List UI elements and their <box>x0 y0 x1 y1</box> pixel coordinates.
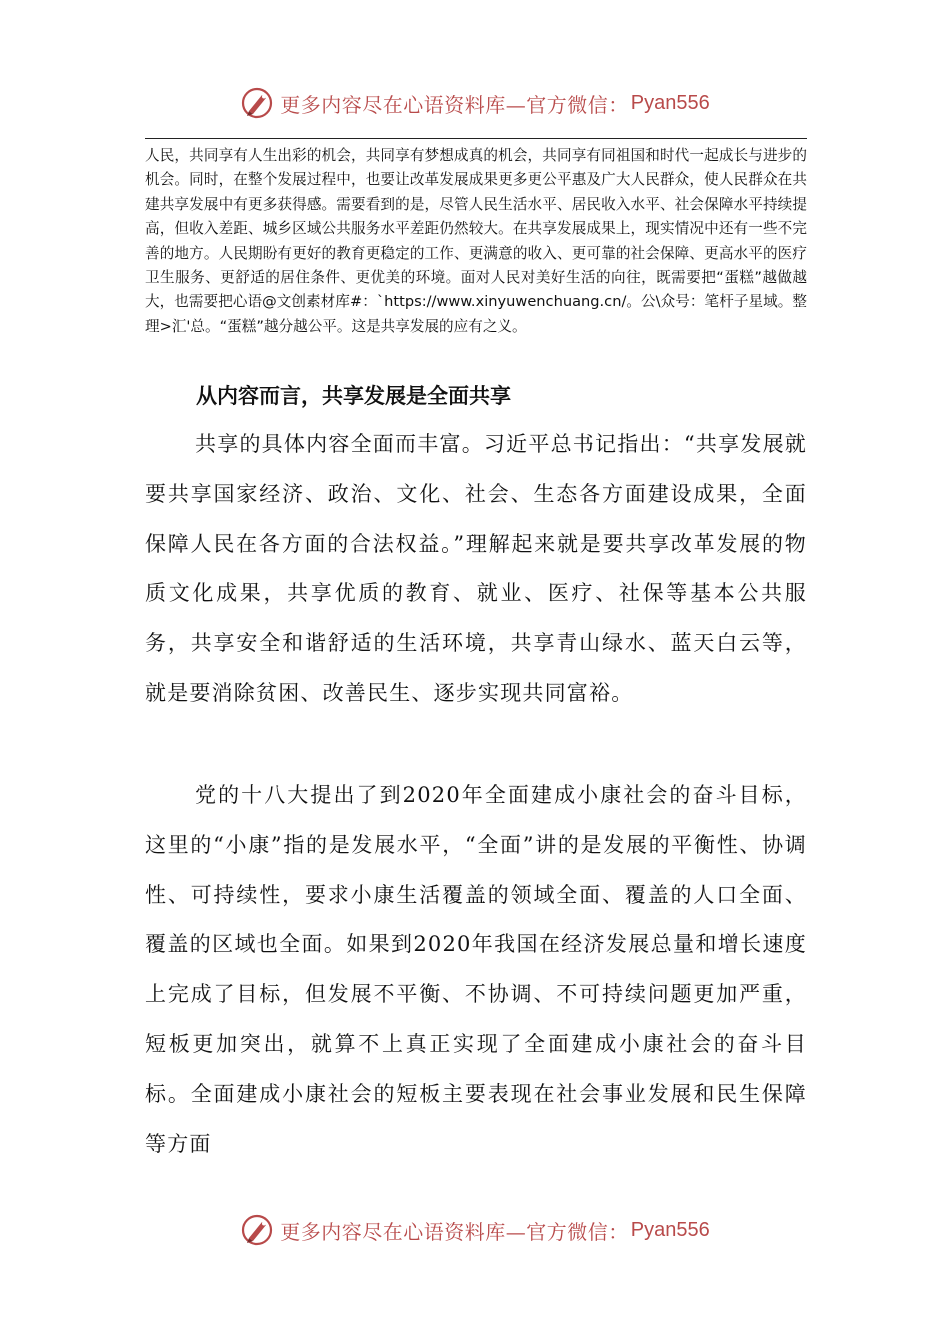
header-divider <box>145 138 807 139</box>
intro-paragraph: 人民，共同享有人生出彩的机会，共同享有梦想成真的机会，共同享有同祖国和时代一起成长与进步的机会。同时，在整个发展过程中，也要让改革发展成果更多更公平惠及广大人民群众，使人民群众在共建共享发展中有更多获得感。需要看到的是，尽管人民生活水平、居民收入水平、社会保障水平持续提高，但收入差距、城乡区域公共服务水平差距仍然较大。在共享发展成果上，现实情况中还有一些不完善的地方。人民期盼有更好的教育更稳定的工作、更满意的收入、更可靠的社会保障、更高水平的医疗卫生服务、更舒适的居住条件、更优美的环境。面对人民对美好生活的向往，既需要把“蛋糕”越做越大，也需要把心语@文创素材库#：`https://www.xinyuwenchuang.cn/。公\众号：笔杆子星域。整理>汇'总。“蛋糕”越分越公平。这是共享发展的应有之义。 <box>145 147 808 335</box>
pen-logo-icon <box>240 86 274 120</box>
footer-banner <box>0 1205 950 1255</box>
header-brand-text: 更多内容尽在心语资料库—官方微信： <box>280 92 629 117</box>
body-paragraph-1: 共享的具体内容全面而丰富。习近平总书记指出：“共享发展就要共享国家经济、政治、文化、社会、生态各方面建设成果，全面保障人民在各方面的合法权益。”理解起来就是要共享改革发展的物质文化成果，共享优质的教育、就业、医疗、社保等基本公共服务，共享安全和谐舒适的生活环境，共享青山绿水、蓝天白云等，就是要消除贫困、改善民生、逐步实现共同富裕。 <box>145 432 807 705</box>
section-heading: 从内容而言，共享发展是全面共享 <box>196 384 511 408</box>
footer-wechat-id: Pyan556 <box>630 1218 710 1241</box>
footer-brand-text: 更多内容尽在心语资料库—官方微信： <box>280 1219 629 1244</box>
pen-logo-icon <box>240 1213 274 1247</box>
body-paragraph-2: 党的十八大提出了到2020年全面建成小康社会的奋斗目标，这里的“小康”指的是发展水平，“全面”讲的是发展的平衡性、协调性、可持续性，要求小康生活覆盖的领域全面、覆盖的人口全面、覆盖的区域也全面。如果到2020年我国在经济发展总量和增长速度上完成了目标，但发展不平衡、不协调、不可持续问题更加严重，短板更加突出，就算不上真正实现了全面建成小康社会的奋斗目标。全面建成小康社会的短板主要表现在社会事业发展和民生保障等方面 <box>145 783 807 1156</box>
header-banner <box>0 78 950 128</box>
header-wechat-id: Pyan556 <box>630 91 710 114</box>
